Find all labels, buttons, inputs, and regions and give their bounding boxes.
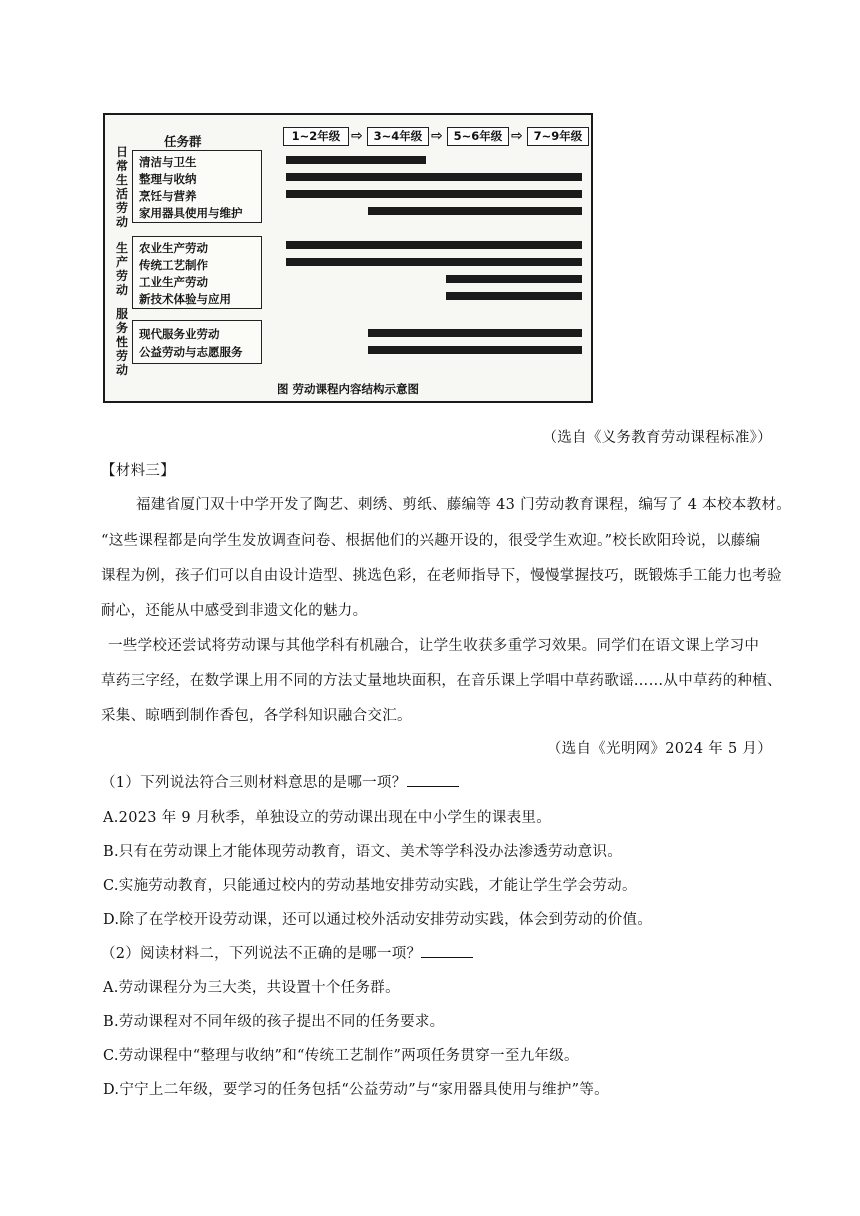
category-label-daily-life: 日常生活劳动 <box>115 145 128 229</box>
grade-7-9: 7~9年级 <box>527 127 589 146</box>
span-bar <box>368 329 582 337</box>
section-heading: 【材料三】 <box>101 463 175 479</box>
option-b: B.劳动课程对不同年级的孩子提出不同的任务要求。 <box>103 1014 445 1030</box>
paragraph-line: 福建省厦门双十中学开发了陶艺、刺绣、剪纸、藤编等 43 门劳动教育课程，编写了 4 本校本教材。 <box>136 497 792 513</box>
grade-1-2: 1~2年级 <box>283 127 349 146</box>
answer-blank[interactable] <box>407 774 459 787</box>
category-label-service: 服务性劳动 <box>115 307 128 377</box>
task-name: 清洁与卫生 <box>139 155 197 169</box>
option-d: D.宁宁上二年级，要学习的任务包括“公益劳动”与“家用器具使用与维护”等。 <box>103 1082 609 1098</box>
paragraph-line: “这些课程都是向学生发放调查问卷、根据他们的兴趣开设的，很受学生欢迎。”校长欧阳玲说，以藤编 <box>101 533 761 549</box>
source-citation: （选自《义务教育劳动课程标准》） <box>542 430 772 446</box>
option-c: C.实施劳动教育，只能通过校内的劳动基地安排劳动实践，才能让学生学会劳动。 <box>103 878 637 894</box>
span-bar <box>368 346 582 354</box>
grade-3-4: 3~4年级 <box>367 127 429 146</box>
grade-5-6: 5~6年级 <box>447 127 509 146</box>
category-label-production: 生产劳动 <box>115 241 128 297</box>
span-bar <box>286 156 426 164</box>
span-bar <box>446 292 582 300</box>
task-group-daily-life <box>132 150 262 223</box>
span-bar <box>286 173 582 181</box>
question-text: （2）阅读材料二，下列说法不正确的是哪一项？ <box>101 946 422 962</box>
task-name: 公益劳动与志愿服务 <box>139 345 243 359</box>
paragraph-line: 草药三字经，在数学课上用不同的方法丈量地块面积，在音乐课上学唱中草药歌谣……从中草药的种植、 <box>101 673 782 689</box>
span-bar <box>286 241 582 249</box>
paragraph-line: 一些学校还尝试将劳动课与其他学科有机融合，让学生收获多重学习效果。同学们在语文课上学习中 <box>108 638 760 654</box>
labor-course-structure-figure <box>103 113 593 403</box>
question-text: （1）下列说法符合三则材料意思的是哪一项？ <box>101 775 407 791</box>
arrow-right-icon: ⇨ <box>351 128 363 144</box>
span-bar <box>368 207 582 215</box>
option-a: A.2023 年 9 月秋季，单独设立的劳动课出现在中小学生的课表里。 <box>103 810 552 826</box>
option-b: B.只有在劳动课上才能体现劳动教育，语文、美术等学科没办法渗透劳动意识。 <box>103 844 623 860</box>
paragraph-line: 耐心，还能从中感受到非遗文化的魅力。 <box>101 603 368 619</box>
task-name: 工业生产劳动 <box>139 275 208 289</box>
span-bar <box>286 190 582 198</box>
task-name: 传统工艺制作 <box>139 258 208 272</box>
question-stem <box>101 771 459 792</box>
answer-blank[interactable] <box>421 945 473 958</box>
option-d: D.除了在学校开设劳动课，还可以通过校外活动安排劳动实践，体会到劳动的价值。 <box>103 912 653 928</box>
paragraph-line: 课程为例，孩子们可以自由设计造型、挑选色彩，在老师指导下，慢慢掌握技巧，既锻炼手工能力也考验 <box>101 568 782 584</box>
task-group-header: 任务群 <box>164 134 202 149</box>
option-a: A.劳动课程分为三大类，共设置十个任务群。 <box>103 980 400 996</box>
arrow-right-icon: ⇨ <box>431 128 443 144</box>
figure-caption: 图 劳动课程内容结构示意图 <box>276 382 419 396</box>
source-citation: （选自《光明网》2024 年 5 月） <box>546 741 772 757</box>
task-group-production <box>132 236 262 309</box>
task-name: 家用器具使用与维护 <box>139 206 243 220</box>
span-bar <box>446 275 582 283</box>
paragraph-line: 采集、晾晒到制作香包，各学科知识融合交汇。 <box>101 708 412 724</box>
option-c: C.劳动课程中“整理与收纳”和“传统工艺制作”两项任务贯穿一至九年级。 <box>103 1048 579 1064</box>
task-name: 农业生产劳动 <box>139 241 208 255</box>
task-name: 新技术体验与应用 <box>139 292 231 306</box>
arrow-right-icon: ⇨ <box>511 128 523 144</box>
question-stem <box>101 942 473 963</box>
task-name: 整理与收纳 <box>139 172 197 186</box>
span-bar <box>286 258 582 266</box>
task-group-service <box>132 320 262 364</box>
task-name: 烹饪与营养 <box>139 189 197 203</box>
task-name: 现代服务业劳动 <box>139 327 220 341</box>
